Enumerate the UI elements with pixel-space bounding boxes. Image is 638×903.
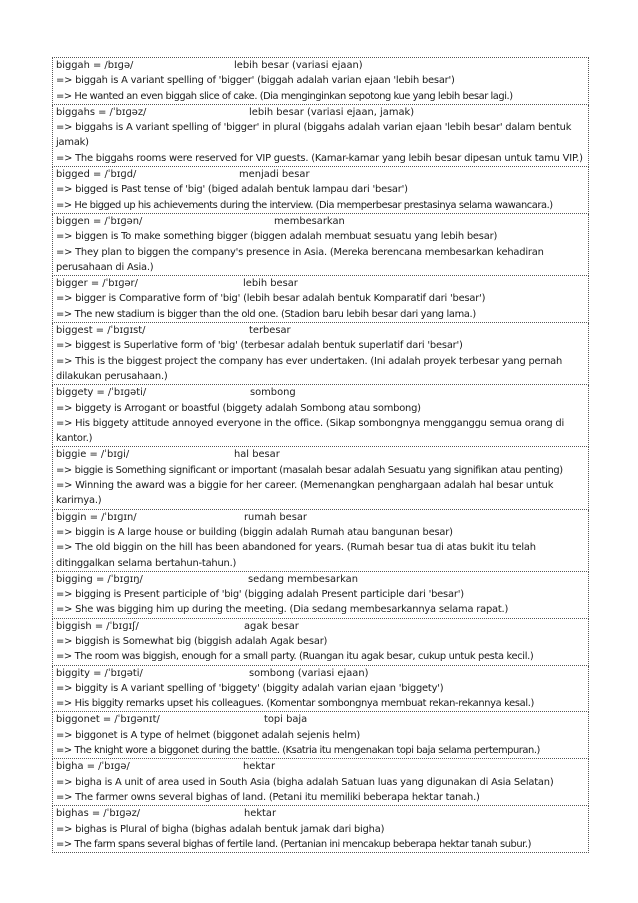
headword: biggen = /ˈbɪɡən/ <box>56 215 143 227</box>
headword: biggahs = /ˈbɪɡəz/ <box>56 106 147 118</box>
meaning: hektar <box>244 808 277 820</box>
example-sentence: => He bigged up his achievements during the interview. (Dia memperbesar prestasinya selama wawancara.) <box>56 199 553 211</box>
definition: => biggest is Superlative form of 'big' (terbesar adalah bentuk superlatif dari 'besar') <box>56 340 463 352</box>
meaning: lebih besar <box>243 278 298 290</box>
definition: => biggahs is A variant spelling of 'bigger' in plural (biggahs adalah varian ejaan 'lebih besar' dalam bentuk jamak) <box>56 122 572 149</box>
headword: bigger = /ˈbɪɡər/ <box>56 278 138 290</box>
definition: => biggie is Something significant or important (masalah besar adalah Sesuatu yang signifikan atau penting) <box>56 464 563 476</box>
entry-head <box>56 385 586 400</box>
definition: => biggety is Arrogant or boastful (biggety adalah Sombong atau sombong) <box>56 402 421 414</box>
headword: bigging = /ˈbɪɡɪŋ/ <box>56 573 143 585</box>
meaning: sombong (variasi ejaan) <box>249 667 369 679</box>
entry-bighas <box>52 806 589 853</box>
example-sentence: => The new stadium is bigger than the old one. (Stadion baru lebih besar dari yang lama.) <box>56 308 476 320</box>
entry-biggety <box>52 385 589 447</box>
example-sentence: => The knight wore a biggonet during the battle. (Ksatria itu mengenakan topi baja selama pertempuran.) <box>56 745 540 757</box>
meaning: sombong <box>250 387 296 399</box>
entry-head <box>56 105 586 120</box>
example-sentence: => Winning the award was a biggie for her career. (Memenangkan penghargaan adalah hal besar untuk karirnya.) <box>56 480 554 507</box>
definition: => bigging is Present participle of 'big' (bigging adalah Present participle dari 'besar') <box>56 589 464 601</box>
example-sentence: => He wanted an even biggah slice of cake. (Dia menginginkan sepotong kue yang lebih besar lagi.) <box>56 90 513 102</box>
example-sentence: => They plan to biggen the company's presence in Asia. (Mereka berencana membesarkan kehadiran perusahaan di Asia.) <box>56 246 544 273</box>
entry-head <box>56 806 586 821</box>
entry-biggity <box>52 666 589 713</box>
headword: biggonet = /ˈbɪɡənɪt/ <box>56 714 160 726</box>
entry-biggen <box>52 214 589 276</box>
headword: bighas = /ˈbɪɡəz/ <box>56 808 141 820</box>
example-sentence: => The old biggin on the hill has been abandoned for years. (Rumah besar tua di atas bukit itu telah ditinggalkan selama bertahun-tahun.) <box>56 542 536 569</box>
entry-head <box>56 167 586 182</box>
meaning: hal besar <box>234 449 280 461</box>
headword: biggest = /ˈbɪɡɪst/ <box>56 325 146 337</box>
entry-biggin <box>52 510 589 572</box>
headword: biggie = /ˈbɪɡi/ <box>56 449 130 461</box>
headword: bigged = /ˈbɪɡd/ <box>56 169 137 181</box>
entry-bigha <box>52 759 589 806</box>
entry-head <box>56 214 586 229</box>
meaning: agak besar <box>244 620 299 632</box>
headword: biggety = /ˈbɪɡəti/ <box>56 387 147 399</box>
entry-bigged <box>52 167 589 214</box>
entry-head <box>56 276 586 291</box>
meaning: sedang membesarkan <box>248 573 358 585</box>
definition: => bigged is Past tense of 'big' (biged adalah bentuk lampau dari 'besar') <box>56 184 408 196</box>
definition: => biggity is A variant spelling of 'biggety' (biggity adalah varian ejaan 'biggety') <box>56 682 444 694</box>
dictionary-sheet <box>52 57 589 853</box>
definition: => biggen is To make something bigger (biggen adalah membuat sesuatu yang lebih besar) <box>56 231 498 243</box>
headword: biggah = /bɪɡə/ <box>56 60 134 71</box>
entry-head <box>56 447 586 462</box>
headword: biggin = /ˈbɪɡɪn/ <box>56 511 137 523</box>
entry-bigger <box>52 276 589 323</box>
example-sentence: => His biggety attitude annoyed everyone in the office. (Sikap sombongnya mengganggu semua orang di kantor.) <box>56 417 564 445</box>
entry-biggish <box>52 619 589 666</box>
entry-biggonet <box>52 712 589 759</box>
definition: => biggah is A variant spelling of 'bigger' (biggah adalah varian ejaan 'lebih besar') <box>56 75 455 87</box>
entry-head <box>56 572 586 587</box>
headword: biggish = /ˈbɪɡɪʃ/ <box>56 620 139 632</box>
definition: => biggin is A large house or building (biggin adalah Rumah atau bangunan besar) <box>56 526 453 538</box>
example-sentence: => The biggahs rooms were reserved for VIP guests. (Kamar-kamar yang lebih besar dipesan untuk tamu VIP.) <box>56 152 583 164</box>
definition: => bigha is A unit of area used in South Asia (bigha adalah Satuan luas yang digunakan di Asia Selatan) <box>56 776 554 788</box>
entry-biggie <box>52 447 589 509</box>
entry-bigging <box>52 572 589 619</box>
meaning: topi baja <box>264 714 308 726</box>
definition: => bighas is Plural of bigha (bighas adalah bentuk jamak dari bigha) <box>56 823 385 835</box>
entry-head <box>56 323 586 338</box>
definition: => bigger is Comparative form of 'big' (lebih besar adalah bentuk Komparatif dari 'besar') <box>56 293 486 305</box>
entry-head <box>56 759 586 774</box>
headword: biggity = /ˈbɪɡəti/ <box>56 667 143 679</box>
example-sentence: => The farmer owns several bighas of land. (Petani itu memiliki beberapa hektar tanah.) <box>56 791 480 803</box>
entry-head <box>56 58 586 73</box>
meaning: lebih besar (variasi ejaan) <box>234 60 363 71</box>
entry-head <box>56 510 586 525</box>
meaning: terbesar <box>249 325 291 337</box>
example-sentence: => She was bigging him up during the meeting. (Dia sedang membesarkannya selama rapat.) <box>56 604 509 616</box>
definition: => biggish is Somewhat big (biggish adalah Agak besar) <box>56 635 328 647</box>
meaning: membesarkan <box>274 215 345 227</box>
meaning: menjadi besar <box>239 169 310 181</box>
example-sentence: => His biggity remarks upset his colleagues. (Komentar sombongnya membuat rekan-rekannya kesal.) <box>56 698 535 710</box>
definition: => biggonet is A type of helmet (biggonet adalah sejenis helm) <box>56 729 361 741</box>
entry-head <box>56 619 586 634</box>
example-sentence: => This is the biggest project the company has ever undertaken. (Ini adalah proyek terbesar yang pernah dilakukan perusahaan.) <box>56 355 563 382</box>
entry-biggest <box>52 323 589 385</box>
example-sentence: => The farm spans several bighas of fertile land. (Pertanian ini mencakup beberapa hektar tanah subur.) <box>56 838 531 850</box>
meaning: rumah besar <box>244 511 307 523</box>
meaning: lebih besar (variasi ejaan, jamak) <box>249 106 415 118</box>
meaning: hektar <box>243 761 276 773</box>
example-sentence: => The room was biggish, enough for a small party. (Ruangan itu agak besar, cukup untuk pesta kecil.) <box>56 651 534 663</box>
headword: bigha = /ˈbɪɡə/ <box>56 761 130 773</box>
entry-head <box>56 712 586 727</box>
entry-biggahs <box>52 105 589 167</box>
entry-biggah <box>52 58 589 105</box>
entry-head <box>56 666 586 681</box>
